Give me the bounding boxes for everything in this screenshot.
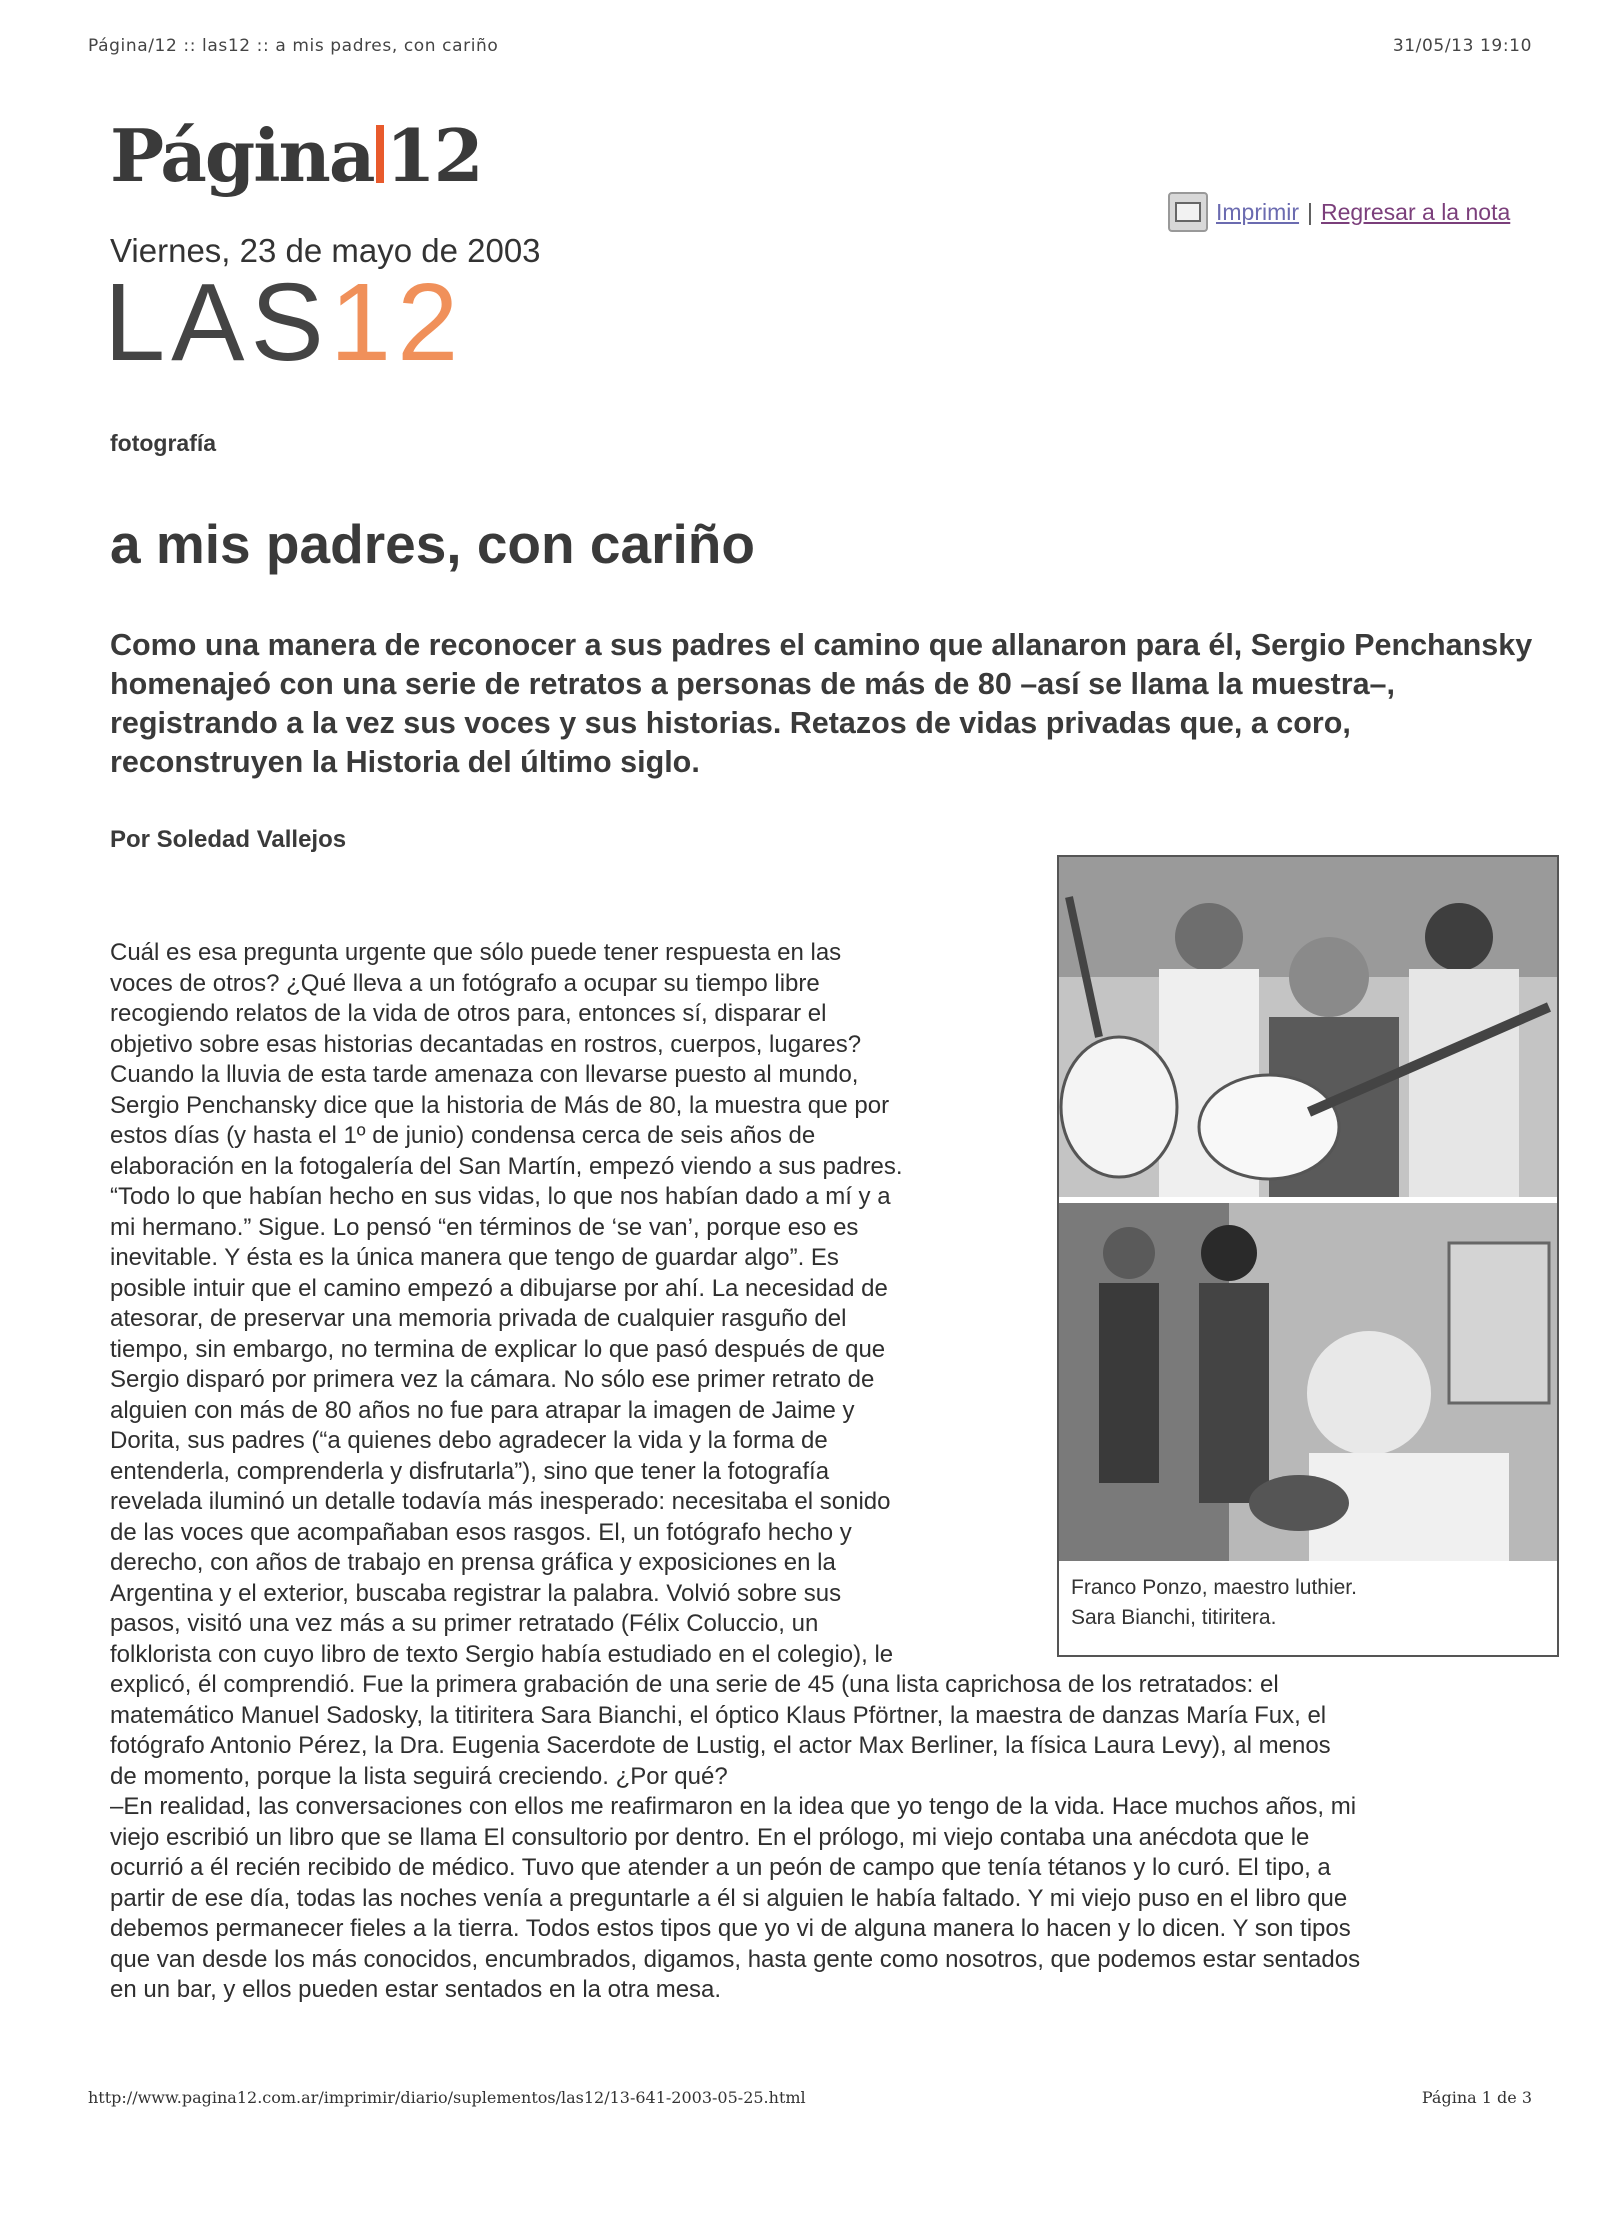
section-label: fotografía	[110, 430, 217, 456]
body-line: objetivo sobre esas historias decantadas en rostros, cuerpos, lugares?	[110, 1030, 862, 1058]
body-line: matemático Manuel Sadosky, la titiritera Sara Bianchi, el óptico Klaus Pförtner, la maestra de danzas María Fux, el	[110, 1701, 1327, 1729]
article-toolbar	[1168, 192, 1510, 232]
article-byline: Por Soledad Vallejos	[110, 826, 347, 853]
body-line: derecho, con años de trabajo en prensa gráfica y exposiciones en la	[110, 1549, 836, 1576]
body-line: partir de ese día, todas las noches venía a preguntarle a él si alguien le había faltado. Y mi viejo puso en el libro que	[110, 1884, 1348, 1912]
body-line: folklorista con cuyo libro de texto Sergio había estudiado en el colegio), le	[110, 1640, 894, 1668]
body-line: recogiendo relatos de la vida de otros para, entonces sí, disparar el	[110, 1000, 827, 1027]
page-number: Página 1 de 3	[1421, 2088, 1532, 2107]
body-line: posible intuir que el camino empezó a dibujarse por ahí. La necesidad de	[110, 1274, 888, 1302]
page-url: http://www.pagina12.com.ar/imprimir/diario/suplementos/las12/13-641-2003-05-25.html	[88, 2088, 806, 2107]
body-line: mi hermano.” Sigue. Lo pensó “en términos de ‘se van’, porque eso es	[110, 1213, 859, 1241]
page-tab-title: Página/12 :: las12 :: a mis padres, con cariño	[88, 36, 499, 56]
body-line: debemos permanecer fieles a la tierra. Todos estos tipos que yo vi de alguna manera lo hacen y lo dicen. Y son tipos	[110, 1915, 1351, 1942]
body-line: Cuando la lluvia de esta tarde amenaza con llevarse puesto al mundo,	[110, 1061, 859, 1088]
body-line: Dorita, sus padres (“a quienes debo agradecer la vida y la forma de	[110, 1427, 828, 1454]
article-headline: a mis padres, con cariño	[110, 513, 755, 575]
body-line: elaboración en la fotogalería del San Martín, empezó viendo a sus padres.	[110, 1152, 903, 1180]
las12-text: LAS	[104, 261, 330, 384]
caption-line: Sara Bianchi, titiritera.	[1071, 1606, 1277, 1629]
printer-icon[interactable]	[1168, 192, 1208, 232]
las12-number: 12	[329, 261, 465, 384]
issue-date: Viernes, 23 de mayo de 2003	[110, 232, 541, 269]
back-to-article-link[interactable]: Regresar a la nota	[1321, 198, 1511, 225]
body-line: estos días (y hasta el 1º de junio) condensa cerca de seis años de	[110, 1122, 816, 1149]
article-lead: Como una manera de reconocer a sus padres el camino que allanaron para él, Sergio Penchansky homenajeó con una serie de retratos a personas de más de 80 –así se llama la muestra–, registrando a la vez sus voces y sus historias. Retazos de vidas privadas que, a coro, reconstruyen la Historia del último siglo.	[110, 628, 1533, 779]
body-line: revelada iluminó un detalle todavía más inesperado: necesitaba el sonido	[110, 1488, 891, 1515]
body-line: ocurrió a él recién recibido de médico. Tuvo que atender a un peón de campo que tenía tétanos y lo curó. El tipo, a	[110, 1854, 1331, 1881]
caption-line: Franco Ponzo, maestro luthier.	[1071, 1576, 1357, 1599]
body-line: –En realidad, las conversaciones con ellos me reafirmaron en la idea que yo tengo de la vida. Hace muchos años, mi	[110, 1793, 1357, 1820]
body-line: pasos, visitó una vez más a su primer retratado (Félix Coluccio, un	[110, 1610, 819, 1637]
body-line: entenderla, comprenderla y disfrutarla”), sino que tener la fotografía	[110, 1457, 830, 1485]
body-line: alguien con más de 80 años no fue para atrapar la imagen de Jaime y	[110, 1396, 855, 1424]
body-line: Sergio disparó por primera vez la cámara. No sólo ese primer retrato de	[110, 1366, 875, 1393]
body-line: de las voces que acompañaban esos rasgos. El, un fotógrafo hecho y	[110, 1518, 852, 1546]
body-line: Sergio Penchansky dice que la historia de Más de 80, la muestra que por	[110, 1091, 890, 1119]
logo-orange-bar	[376, 125, 384, 183]
body-line: fotógrafo Antonio Pérez, la Dra. Eugenia Sacerdote de Lustig, el actor Max Berliner, la física Laura Levy), al menos	[110, 1732, 1331, 1759]
las12-supplement-logo	[104, 261, 465, 384]
body-line: tiempo, sin embargo, no termina de explicar lo que pasó después de que	[110, 1335, 886, 1363]
print-link[interactable]: Imprimir	[1216, 198, 1300, 225]
body-line: que van desde los más conocidos, encumbrados, digamos, hasta gente como nosotros, que podemos estar sentados	[110, 1945, 1361, 1973]
body-line: “Todo lo que habían hecho en sus vidas, lo que nos habían dado a mí y a	[110, 1183, 891, 1210]
body-line: Cuál es esa pregunta urgente que sólo puede tener respuesta en las	[110, 939, 842, 966]
print-datetime: 31/05/13 19:10	[1392, 36, 1532, 56]
body-line: explicó, él comprendió. Fue la primera grabación de una serie de 45 (una lista caprichosa de los retratados: el	[110, 1671, 1279, 1698]
body-line: en un bar, y ellos pueden estar sentados en la otra mesa.	[110, 1976, 722, 2003]
body-line: inevitable. Y ésta es la única manera que tengo de guardar algo”. Es	[110, 1244, 839, 1271]
pagina12-logo[interactable]	[110, 113, 482, 198]
body-line: viejo escribió un libro que se llama El consultorio por dentro. En el prólogo, mi viejo contaba una anécdota que le	[110, 1823, 1310, 1851]
logo-text-left: Página	[110, 113, 374, 198]
body-line: voces de otros? ¿Qué lleva a un fotógrafo a ocupar su tiempo libre	[110, 969, 820, 997]
body-line: de momento, porque la lista seguirá creciendo. ¿Por qué?	[110, 1762, 728, 1790]
logo-text-right: 12	[385, 113, 482, 198]
body-line: Argentina y el exterior, buscaba registrar la palabra. Volvió sobre sus	[110, 1579, 842, 1607]
toolbar-separator: |	[1307, 198, 1314, 225]
article-body	[110, 938, 1360, 2006]
body-line: atesorar, de preservar una memoria privada de cualquier rasguño del	[110, 1305, 847, 1332]
